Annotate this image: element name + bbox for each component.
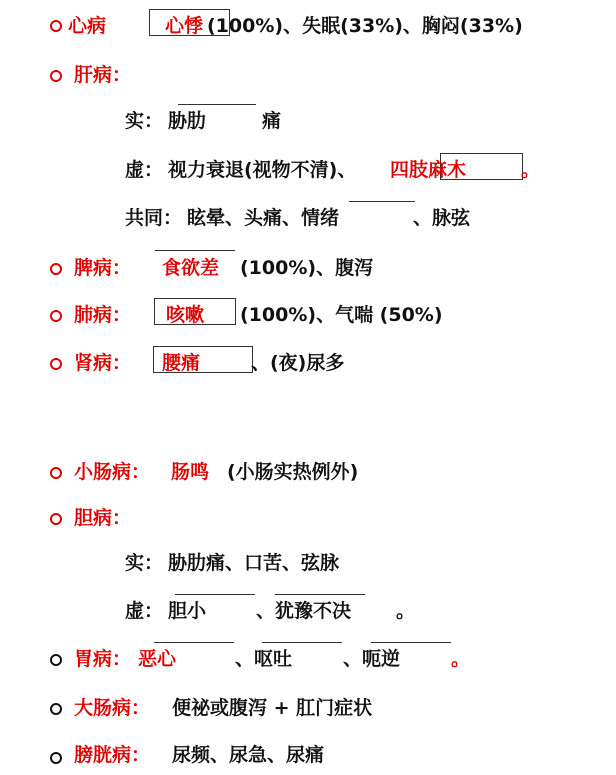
heart-disease-label: 心病 [68,15,107,37]
spleen-disease-rest: (100%)、腹泻 [240,257,374,279]
bladder-disease-label: 膀胱病： [74,744,151,766]
blank-line [262,642,342,643]
bullet-icon [50,467,62,479]
gallbladder-excess-prefix: 实： [125,552,164,574]
bullet-icon [50,513,62,525]
bullet-icon [50,703,62,715]
liver-disease-label: 肝病： [74,64,132,86]
stomach-disease-label: 胃病： [74,648,132,670]
blank-line [175,594,255,595]
gallbladder-deficiency-tail: 。 [396,600,416,622]
blank-line [371,642,451,643]
lung-disease-symptom: 咳嗽 [166,304,205,326]
bullet-icon [50,310,62,322]
lung-disease-rest: (100%)、气喘 (50%) [240,304,443,326]
spleen-disease-symptom: 食欲差 [162,257,220,279]
bladder-disease-rest: 尿频、尿急、尿痛 [172,744,325,766]
heart-disease-symptom: 心悸 [165,15,204,37]
bullet-icon [50,263,62,275]
blank-line [275,594,365,595]
kidney-disease-symptom: 腰痛 [162,352,201,374]
gallbladder-deficiency-text: 胆小 [168,600,207,622]
bullet-icon [50,752,62,764]
liver-deficiency-prefix: 虚： [125,159,164,181]
spleen-disease-label: 脾病： [74,257,132,279]
gallbladder-disease-label: 胆病： [74,507,132,529]
stomach-disease-symptom: 恶心 [138,648,177,670]
kidney-disease-label: 肾病： [74,352,132,374]
heart-disease-rest: (100%)、失眠(33%)、胸闷(33%) [207,15,523,37]
bullet-icon [50,70,62,82]
liver-excess-prefix: 实： [125,110,164,132]
blank-line [349,201,415,202]
lung-disease-label: 肺病： [74,304,132,326]
blank-line [154,642,234,643]
blank-line [178,104,256,105]
gallbladder-deficiency-mid: 、犹豫不决 [256,600,352,622]
liver-common-text: 眩晕、头痛、情绪 [187,207,340,229]
liver-deficiency-symptom: 四肢麻木 [390,159,467,181]
large-intestine-rest: 便祕或腹泻 + 肛门症状 [172,697,373,719]
small-intestine-symptom: 肠鸣 [171,461,210,483]
small-intestine-label: 小肠病： [74,461,151,483]
liver-common-prefix: 共同： [125,207,183,229]
liver-excess-text: 胁肋 [168,110,207,132]
stomach-disease-tail: 。 [451,648,471,670]
liver-deficiency-tail: 。 [521,159,541,181]
stomach-disease-rest1: 、呕吐 [235,648,293,670]
gallbladder-excess-text: 胁肋痛、口苦、弦脉 [168,552,340,574]
liver-deficiency-text: 视力衰退(视物不清)、 [168,159,357,181]
blank-line [155,250,235,251]
stomach-disease-rest2: 、呃逆 [343,648,401,670]
small-intestine-rest: (小肠实热例外) [227,461,359,483]
bullet-icon [50,20,62,32]
large-intestine-label: 大肠病： [74,697,151,719]
liver-common-tail: 、脉弦 [413,207,471,229]
bullet-icon [50,358,62,370]
gallbladder-deficiency-prefix: 虚： [125,600,164,622]
bullet-icon [50,654,62,666]
kidney-disease-rest: 、(夜)尿多 [251,352,345,374]
liver-excess-tail: 痛 [262,110,282,132]
